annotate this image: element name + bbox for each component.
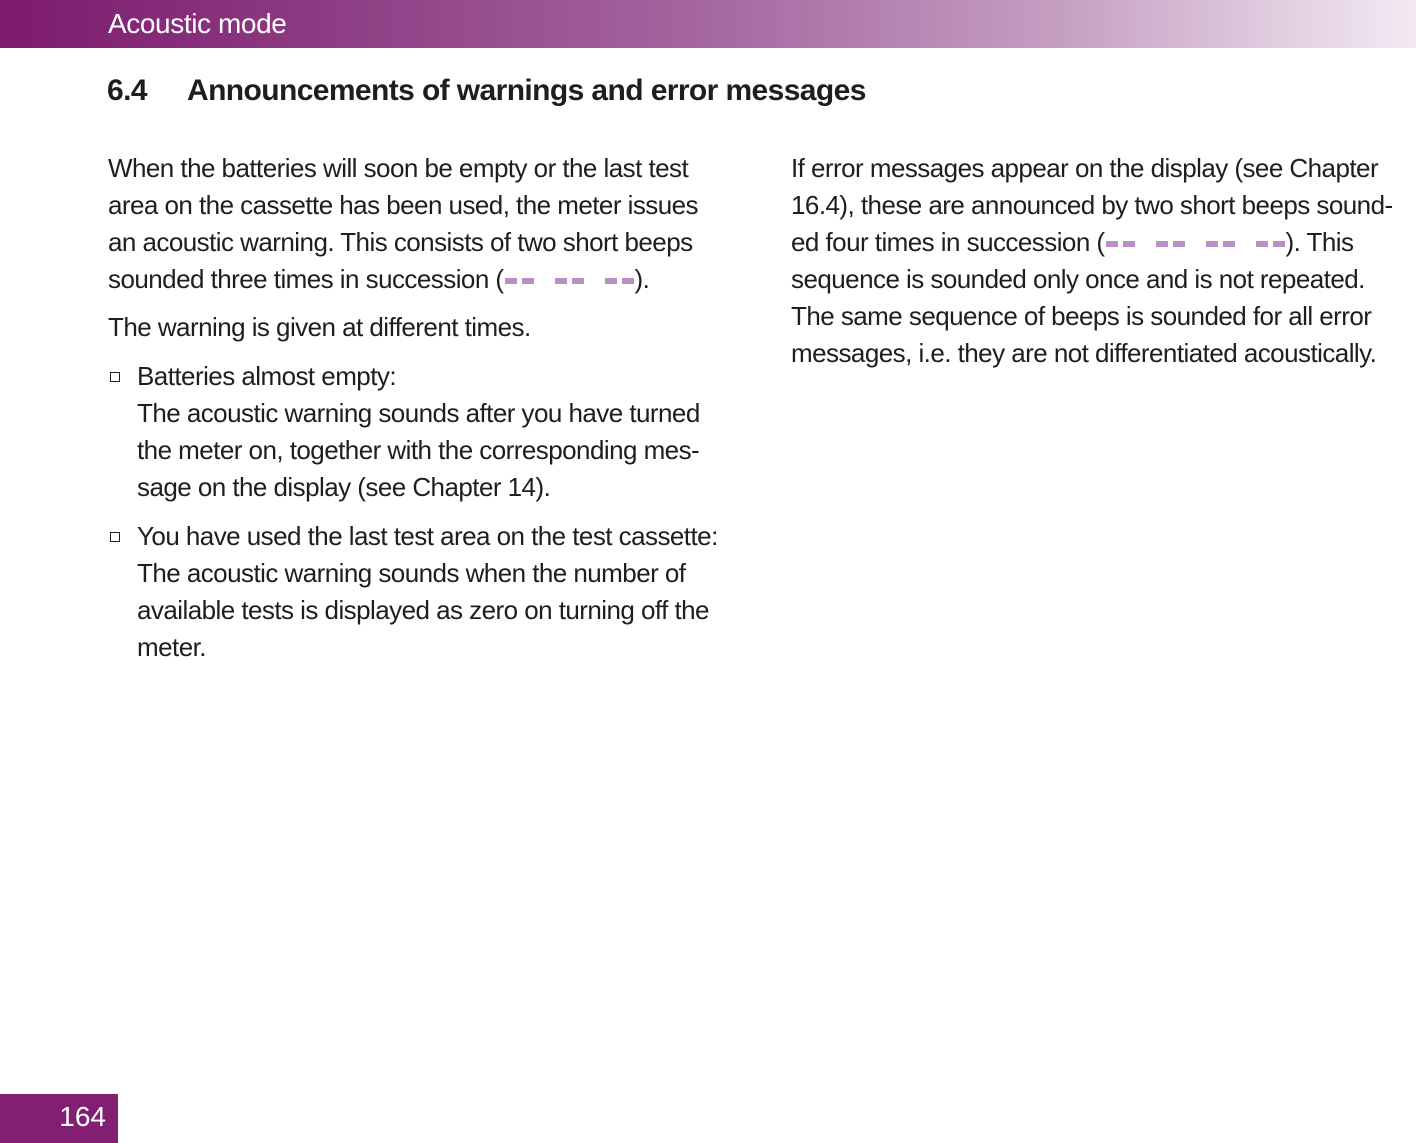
bullet-title: You have used the last test area on the test cassette:: [137, 521, 718, 551]
beep-dash: [1106, 241, 1118, 247]
bullet-line: meter.: [137, 632, 206, 662]
bullet-item-batteries: [108, 358, 748, 506]
bullet-line: the meter on, together with the corresponding mes-: [137, 435, 700, 465]
bullet-line: The acoustic warning sounds after you have turned: [137, 398, 700, 428]
beep-dash: [1173, 241, 1185, 247]
left-column: [108, 150, 748, 666]
header-bar: [0, 0, 1416, 48]
beep-dash: [605, 278, 617, 284]
right-line-6: messages, i.e. they are not differentiated acoustically.: [791, 338, 1377, 368]
beep-line-prefix: ed four times in succession (: [791, 227, 1105, 257]
section-title: Announcements of warnings and error messages: [187, 74, 866, 107]
beep-sequence-icon: [1106, 241, 1285, 247]
section-heading: [107, 74, 866, 108]
right-line-1: If error messages appear on the display (see Chapter: [791, 153, 1379, 183]
left-intro-line-2: area on the cassette has been used, the meter issues: [108, 190, 699, 220]
right-line-3: [791, 224, 1391, 261]
beep-line-suffix: ). This: [1285, 227, 1354, 257]
beep-dash: [622, 278, 634, 284]
beep-dash: [505, 278, 517, 284]
section-number: 6.4: [107, 74, 147, 107]
intro-suffix: ).: [634, 264, 650, 294]
bullet-line: sage on the display (see Chapter 14).: [137, 472, 551, 502]
beep-dash: [572, 278, 584, 284]
beep-sequence-icon: [505, 278, 634, 284]
right-line-4: sequence is sounded only once and is not repeated.: [791, 264, 1365, 294]
square-bullet-icon: [110, 372, 120, 382]
square-bullet-icon: [110, 532, 120, 542]
left-intro-line-4: [108, 261, 748, 298]
beep-dash: [522, 278, 534, 284]
warning-times-text: The warning is given at different times.: [108, 312, 531, 342]
beep-dash: [1256, 241, 1268, 247]
bullet-line: available tests is displayed as zero on turning off the: [137, 595, 709, 625]
page-number-box: [0, 1094, 118, 1143]
right-line-2: 16.4), these are announced by two short beeps sound-: [791, 190, 1393, 220]
beep-dash: [1123, 241, 1135, 247]
beep-dash: [1273, 241, 1285, 247]
header-title: Acoustic mode: [108, 8, 287, 39]
beep-dash: [555, 278, 567, 284]
right-column: [791, 150, 1391, 372]
page-number: 164: [59, 1101, 106, 1132]
left-intro-line-1: When the batteries will soon be empty or the last test: [108, 153, 689, 183]
bullet-title: Batteries almost empty:: [137, 361, 397, 391]
bullet-line: The acoustic warning sounds when the number of: [137, 558, 686, 588]
beep-dash: [1206, 241, 1218, 247]
beep-dash: [1223, 241, 1235, 247]
intro-prefix: sounded three times in succession (: [108, 264, 504, 294]
bullet-item-last-test-area: [108, 518, 748, 666]
right-line-5: The same sequence of beeps is sounded for all error: [791, 301, 1372, 331]
beep-dash: [1156, 241, 1168, 247]
left-intro-line-3: an acoustic warning. This consists of two short beeps: [108, 227, 693, 257]
